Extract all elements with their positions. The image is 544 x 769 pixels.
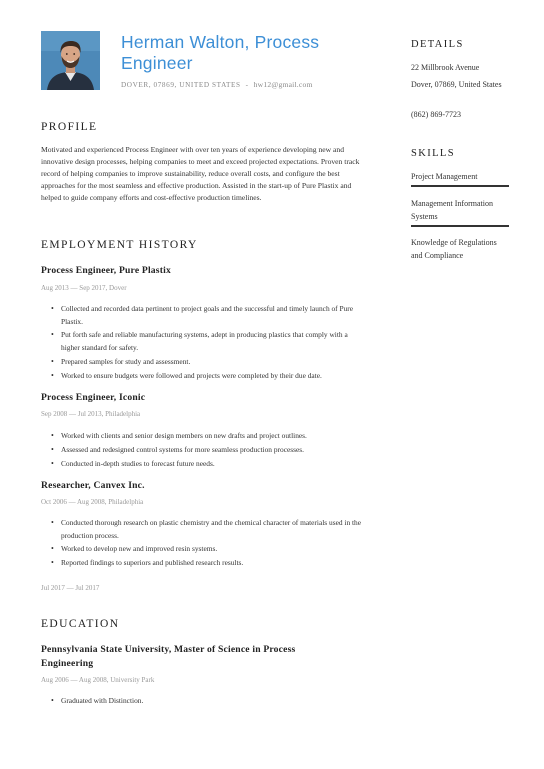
- list-item: • Graduated with Distinction.: [41, 695, 367, 708]
- email-link[interactable]: hw12@gmail.com: [253, 80, 313, 89]
- education-bullets: [41, 695, 367, 709]
- list-item: • Prepared samples for study and assessment.: [41, 356, 367, 369]
- profile-photo: [41, 31, 100, 90]
- details-heading: DETAILS: [411, 39, 464, 50]
- list-item: • Collected and recorded data pertinent to project goals and the successful and timely launch of Pure Plastix.: [41, 303, 367, 328]
- skill-item: Management Information Systems: [411, 199, 493, 221]
- list-item: • Worked to ensure budgets were followed and projects were completed by their due date.: [41, 370, 367, 383]
- job-bullets: [41, 430, 367, 472]
- phone-text: (862) 869-7723: [411, 110, 461, 119]
- skill-item: Project Management: [411, 172, 478, 181]
- job-title: Process Engineer, Iconic: [41, 392, 146, 403]
- list-item: • Conducted thorough research on plastic chemistry and the chemical character of materials used in the production process.: [41, 517, 367, 542]
- education-heading: EDUCATION: [41, 618, 120, 630]
- job-dates: Aug 2013 — Sep 2017, Dover: [41, 284, 127, 292]
- profile-text: Motivated and experienced Process Engineer with over ten years of experience developing new and innovative design processes, helping companies to meet and exceed projected expectations. Proven track record of helping companies to improve sustainability, reduce overall costs, and configure the best approaches for the most seamless and effective production. Assisted in the start-up of Pure Plastix and helped to guide company efforts and cost-effective production timelines.: [41, 145, 360, 202]
- education-title: Pennsylvania State University, Master of Science in Process Engineering: [41, 644, 296, 669]
- job-title: Process Engineer, Pure Plastix: [41, 265, 171, 276]
- skill-item: Knowledge of Regulations and Compliance: [411, 238, 497, 260]
- list-item: • Reported findings to superiors and published research results.: [41, 557, 367, 570]
- list-item: • Worked with clients and senior design members on new drafts and project outlines.: [41, 430, 367, 443]
- job-title: Researcher, Canvex Inc.: [41, 480, 145, 491]
- employment-heading: EMPLOYMENT HISTORY: [41, 239, 198, 251]
- contact-line: [121, 80, 381, 89]
- extra-dates: Jul 2017 — Jul 2017: [41, 584, 100, 592]
- job-bullets: [41, 517, 367, 571]
- job-bullets: [41, 303, 367, 384]
- list-item: • Assessed and redesigned control systems for more seamless production processes.: [41, 444, 367, 457]
- skills-heading: SKILLS: [411, 148, 455, 159]
- skill-level-bar: [411, 185, 509, 187]
- skill-level-bar: [411, 225, 509, 227]
- address-text: 22 Millbrook Avenue: [411, 63, 480, 72]
- city-text: Dover, 07869, United States: [411, 80, 502, 89]
- contact-separator: -: [245, 81, 249, 89]
- list-item: • Conducted in-depth studies to forecast future needs.: [41, 458, 367, 471]
- list-item: • Put forth safe and reliable manufacturing systems, adept in producing plastics that comply with a higher standard for safety.: [41, 329, 367, 354]
- job-dates: Sep 2008 — Jul 2013, Philadelphia: [41, 410, 141, 418]
- list-item: • Worked to develop new and improved resin systems.: [41, 543, 367, 556]
- location-text: DOVER, 07869, UNITED STATES: [121, 81, 241, 89]
- education-dates: Aug 2006 — Aug 2008, University Park: [41, 676, 155, 684]
- profile-heading: PROFILE: [41, 121, 98, 133]
- candidate-name: Herman Walton, Process Engineer: [121, 32, 320, 73]
- person-avatar-icon: [41, 31, 100, 90]
- job-dates: Oct 2006 — Aug 2008, Philadelphia: [41, 498, 144, 506]
